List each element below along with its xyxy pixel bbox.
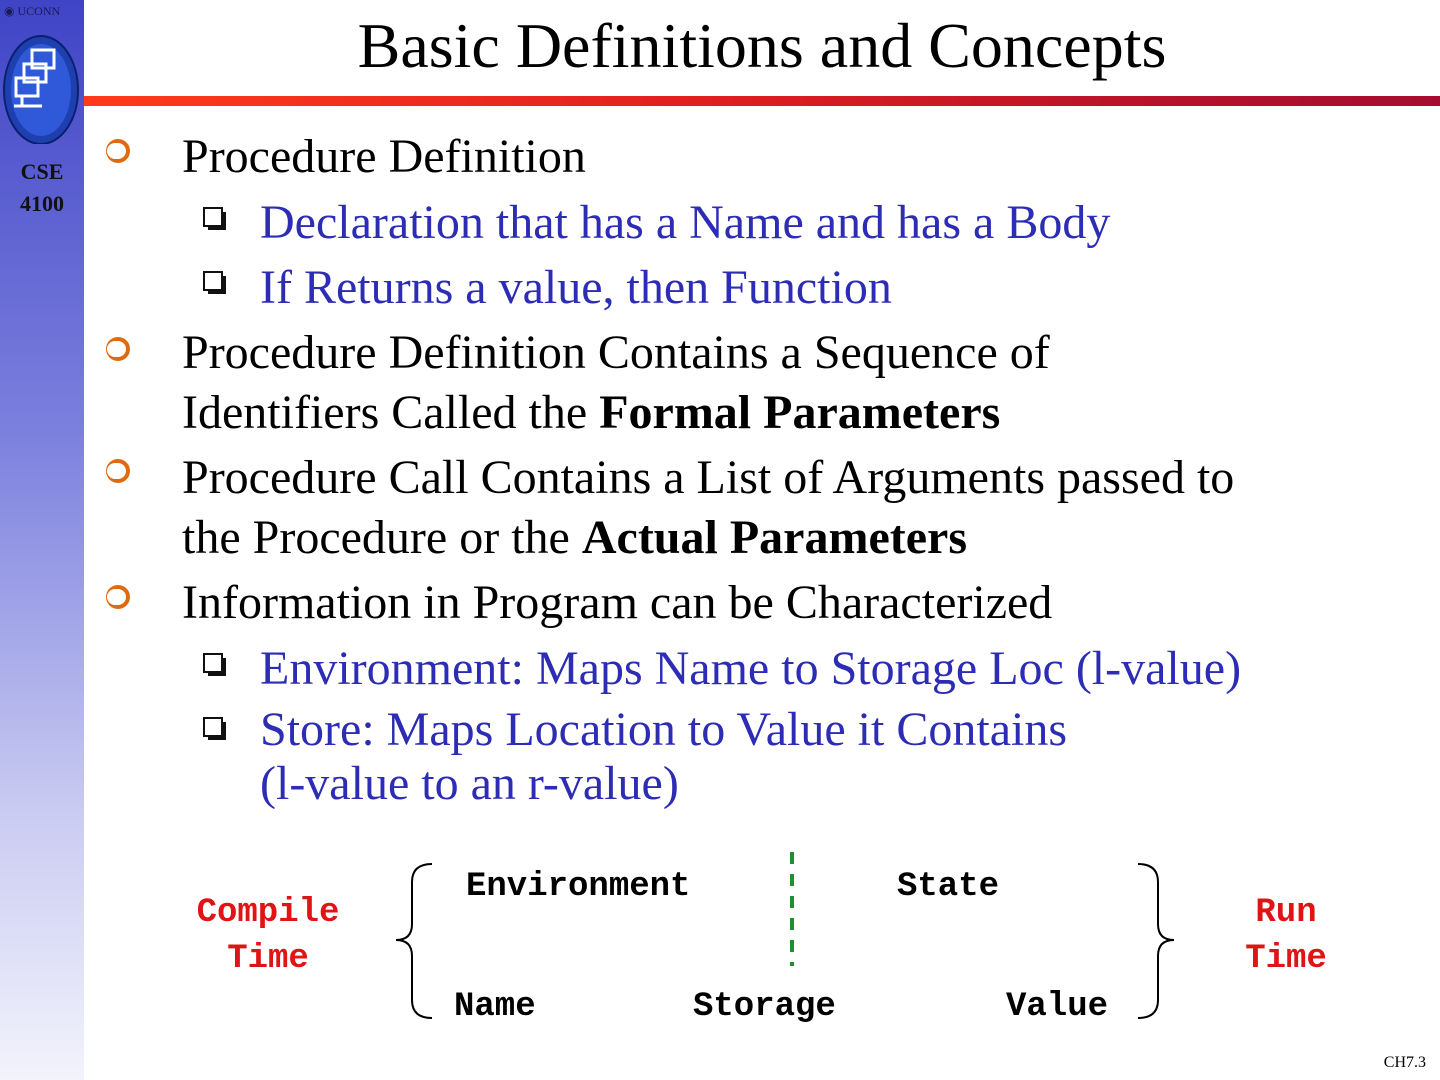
sidebar xyxy=(0,0,84,1080)
slide-title: Basic Definitions and Concepts xyxy=(357,10,1167,81)
square-bullet-icon xyxy=(202,652,228,678)
right-brace-icon xyxy=(1136,862,1178,1022)
sub-bullet-declaration: Declaration that has a Name and has a Body xyxy=(260,196,1111,249)
seal-icon: ◉ xyxy=(4,4,15,18)
bullet-formal-parameters: Procedure Definition Contains a Sequence of Identifiers Called the Formal Parameters xyxy=(182,326,1050,439)
circle-bullet-icon xyxy=(104,334,134,364)
sub-bullet-returns-value: If Returns a value, then Function xyxy=(260,261,892,314)
name-label: Name xyxy=(454,988,536,1026)
environment-label: Environment xyxy=(466,868,691,906)
cse-department-logo xyxy=(2,26,80,144)
slide-number: CH7.3 xyxy=(1383,1054,1426,1071)
run-time-label: Run Time xyxy=(1245,894,1327,978)
square-bullet-icon xyxy=(202,270,228,296)
uconn-logo-text: ◉ UCONN xyxy=(4,4,61,18)
circle-bullet-icon xyxy=(104,136,134,166)
circle-bullet-icon xyxy=(104,582,134,612)
sub-bullet-store: Store: Maps Location to Value it Contains (l-value to an r-value) xyxy=(260,703,1068,810)
bullet-information-characterized: Information in Program can be Characterized xyxy=(182,576,1053,629)
title-underline xyxy=(84,96,1440,106)
circle-bullet-icon xyxy=(104,456,134,486)
compile-time-label: Compile Time xyxy=(196,894,340,978)
value-label: Value xyxy=(1006,988,1109,1026)
square-bullet-icon xyxy=(202,206,228,232)
bullet-actual-parameters: Procedure Call Contains a List of Arguments passed to the Procedure or the Actual Parameters xyxy=(182,451,1235,564)
course-label: CSE 4100 xyxy=(20,159,64,216)
state-label: State xyxy=(897,868,1000,906)
left-brace-icon xyxy=(392,862,434,1022)
storage-label: Storage xyxy=(693,988,836,1026)
bullet-procedure-definition: Procedure Definition xyxy=(182,130,586,183)
square-bullet-icon xyxy=(202,716,228,742)
sub-bullet-environment: Environment: Maps Name to Storage Loc (l-value) xyxy=(260,642,1242,695)
environment-state-divider xyxy=(786,850,798,968)
